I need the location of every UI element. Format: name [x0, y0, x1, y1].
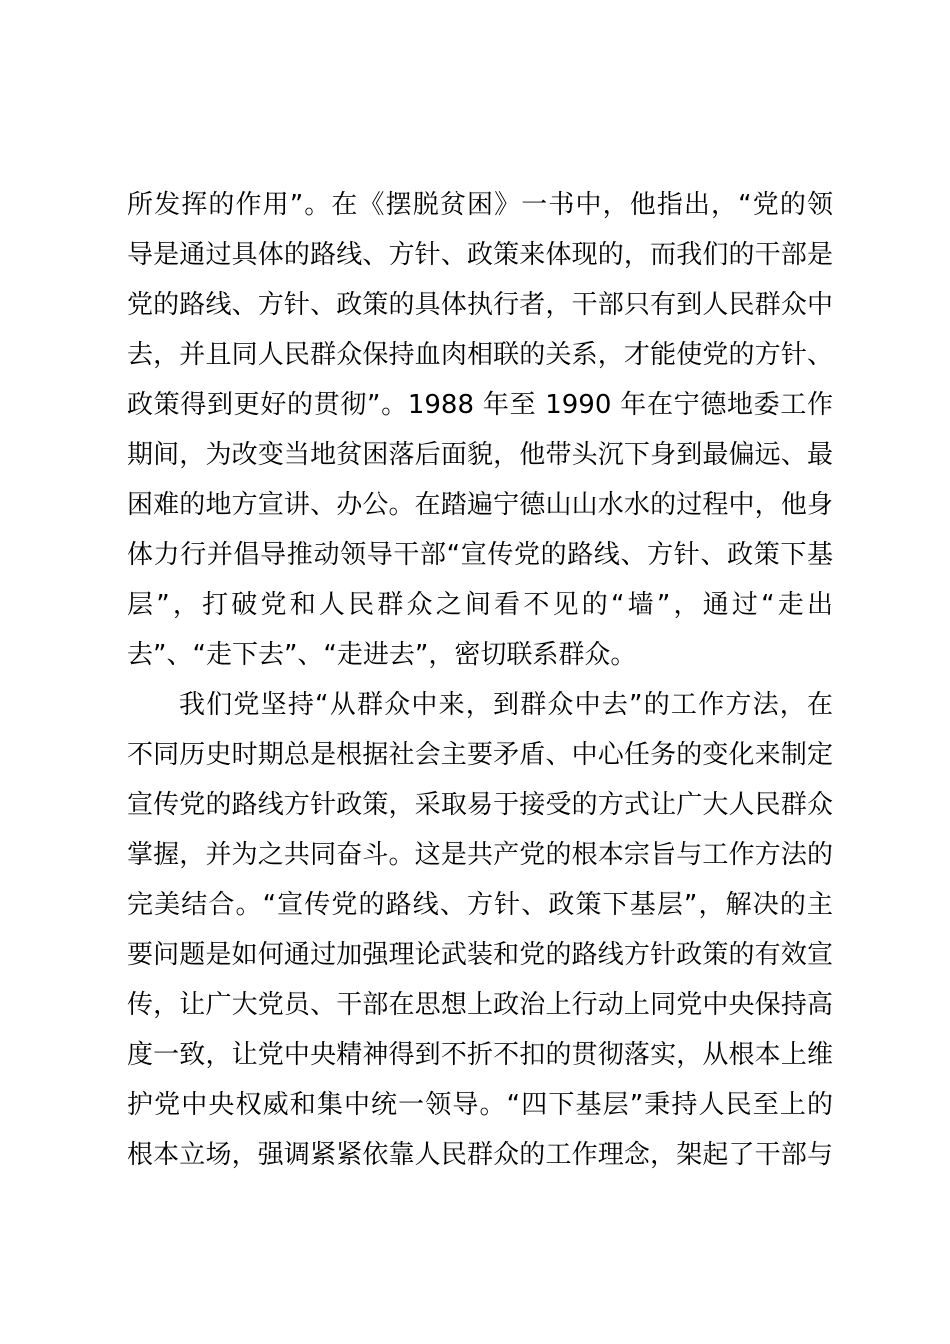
text-line: 完美结合。“宣传党的路线、方针、政策下基层”，解决的主 [127, 890, 833, 920]
document-body [127, 180, 833, 1180]
paragraph-2 [127, 680, 833, 1180]
text-line: 去，并且同人民群众保持血肉相联的关系，才能使党的方针、 [127, 340, 833, 370]
text-line: 宣传党的路线方针政策，采取易于接受的方式让广大人民群众 [127, 790, 833, 820]
text-line: 层”，打破党和人民群众之间看不见的“墙”，通过“走出 [127, 590, 833, 620]
text-line: 期间，为改变当地贫困落后面貌，他带头沉下身到最偏远、最 [127, 440, 833, 470]
paragraph-1 [127, 180, 833, 680]
text-line: 度一致，让党中央精神得到不折不扣的贯彻落实，从根本上维 [127, 1040, 833, 1070]
text-line: 党的路线、方针、政策的具体执行者，干部只有到人民群众中 [127, 290, 833, 320]
text-line: 体力行并倡导推动领导干部“宣传党的路线、方针、政策下基 [127, 540, 833, 570]
text-line: 传，让广大党员、干部在思想上政治上行动上同党中央保持高 [127, 990, 833, 1020]
text-line: 掌握，并为之共同奋斗。这是共产党的根本宗旨与工作方法的 [127, 840, 833, 870]
text-line: 不同历史时期总是根据社会主要矛盾、中心任务的变化来制定 [127, 740, 833, 770]
text-line: 困难的地方宣讲、办公。在踏遍宁德山山水水的过程中，他身 [127, 490, 833, 520]
text-line: 导是通过具体的路线、方针、政策来体现的，而我们的干部是 [127, 240, 833, 270]
text-line: 所发挥的作用”。在《摆脱贫困》一书中，他指出，“党的领 [127, 190, 833, 220]
text-line: 政策得到更好的贯彻”。1988 年至 1990 年在宁德地委工作 [127, 390, 833, 420]
text-line: 我们党坚持“从群众中来，到群众中去”的工作方法，在 [179, 690, 833, 720]
text-line: 要问题是如何通过加强理论武装和党的路线方针政策的有效宣 [127, 940, 833, 970]
text-line: 去”、“走下去”、“走进去”，密切联系群众。 [127, 640, 637, 670]
text-line: 根本立场，强调紧紧依靠人民群众的工作理念，架起了干部与 [127, 1140, 833, 1170]
text-line: 护党中央权威和集中统一领导。“四下基层”秉持人民至上的 [127, 1090, 833, 1120]
